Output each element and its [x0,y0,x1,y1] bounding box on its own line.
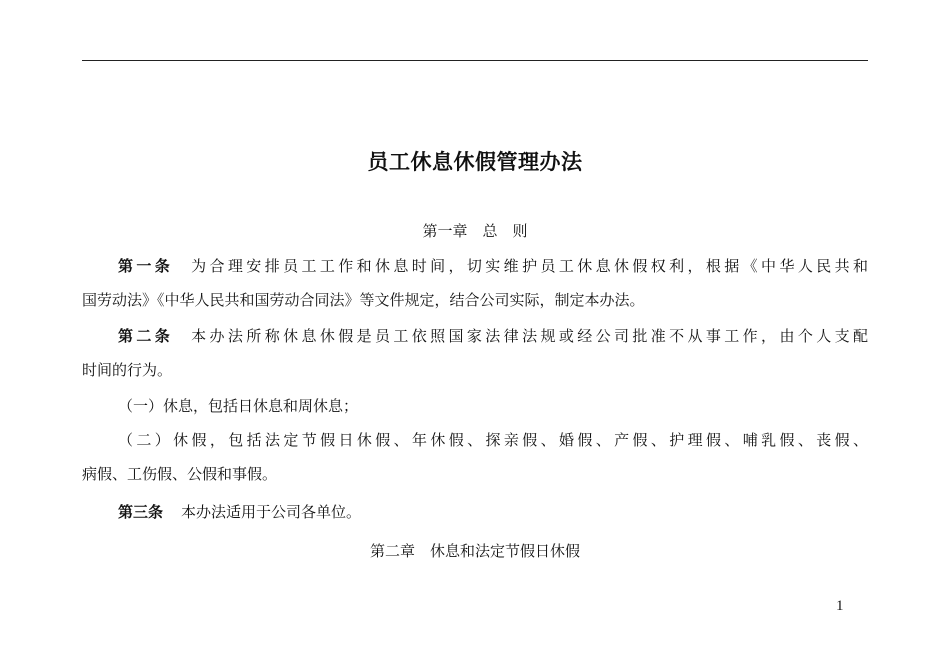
header-rule [82,60,868,61]
article-2-text: 本办法所称休息休假是员工依照国家法律法规或经公司批准不从事工作，由个人支配 [191,327,868,345]
article-1-label: 第一条 [118,257,174,275]
chapter-1-heading: 第一章 总 则 [422,222,528,240]
article-2-line-1 [118,326,868,346]
article-1-line-1 [118,256,868,276]
chapter-2-heading: 第二章 休息和法定节假日休假 [369,542,580,560]
article-2-line-2: 时间的行为。 [82,361,173,379]
item-2-line-1: （二）休假，包括法定节假日休假、年休假、探亲假、婚假、产假、护理假、哺乳假、丧假、 [118,431,868,449]
article-1-text: 为合理安排员工工作和休息时间，切实维护员工休息休假权利，根据《中华人民共和 [191,257,868,275]
article-3-label: 第三条 [118,503,164,521]
article-1-line-2: 国劳动法》《中华人民共和国劳动合同法》等文件规定，结合公司实际，制定本办法。 [82,291,645,309]
page-number: 1 [836,598,844,614]
item-1: （一）休息，包括日休息和周休息； [118,397,359,415]
item-2-line-2: 病假、工伤假、公假和事假。 [82,465,278,483]
article-3 [118,502,868,522]
document-title: 员工休息休假管理办法 [367,150,583,174]
article-2-label: 第二条 [118,327,174,345]
article-3-text: 本办法适用于公司各单位。 [181,503,362,521]
